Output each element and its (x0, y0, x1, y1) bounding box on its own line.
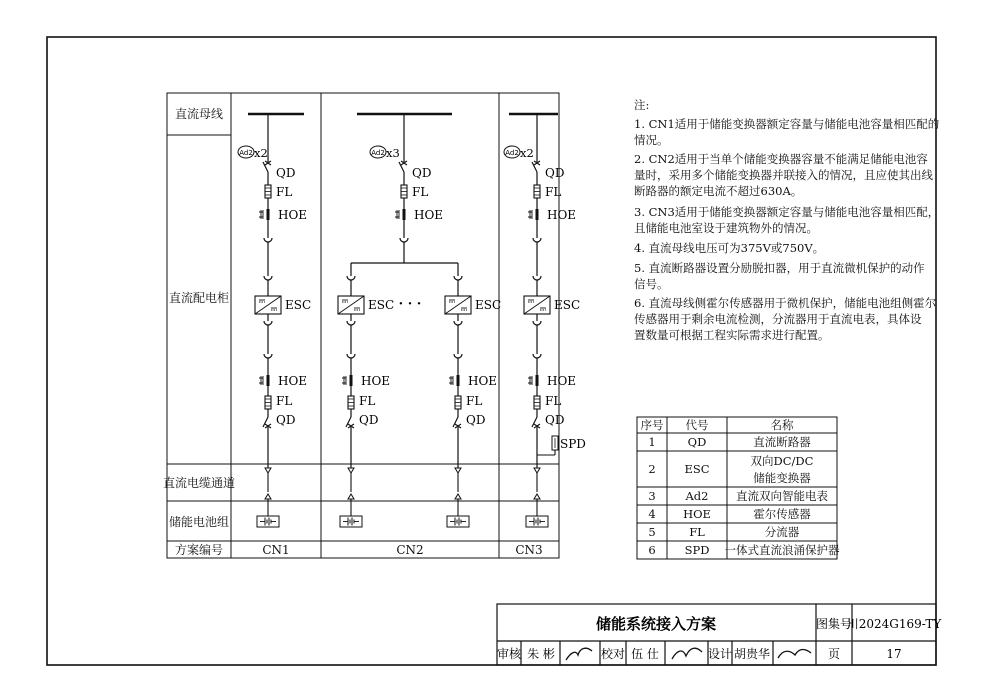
legend-row-2-name-line2: 储能变换器 (753, 471, 811, 485)
cn3-esc-label: ESC (554, 298, 581, 312)
cn3-battery-icon (526, 516, 548, 527)
cn2-right-qd-label: QD (466, 413, 486, 427)
cn2-meter-label: Ad2 (371, 149, 385, 157)
cn2-right-plug-2-icon (454, 321, 462, 330)
cn1-esc-label: ESC (285, 298, 312, 312)
legend-row-4-code: HOE (683, 507, 711, 521)
legend-row-2-no: 2 (648, 462, 656, 476)
legend-row-3-no: 3 (648, 489, 656, 503)
cn3-hoe-top-label: HOE (547, 208, 577, 222)
notes-title: 注: (634, 98, 650, 112)
cn2-right-qd-icon (453, 413, 461, 433)
legend-row-6-name: 一体式直流浪涌保护器 (724, 543, 840, 557)
designer-signature (778, 649, 811, 658)
page-label: 页 (827, 647, 841, 661)
scheme-label-cn3: CN3 (515, 543, 543, 557)
cn1-fl-top-label: FL (276, 185, 293, 199)
note-line-1: 1. CN1适用于储能变换器额定容量与储能电池容量相匹配的 (634, 117, 940, 131)
cn2-left-esc-icon (338, 296, 364, 314)
reviewer-name: 朱 彬 (527, 647, 555, 661)
proof-label: 校对 (600, 647, 626, 661)
row-label-cable: 直流电缆通道 (162, 476, 236, 490)
cn3-hoe-bot-icon (528, 375, 539, 386)
note-line-7: 且储能电池室设于建筑物外的情况。 (634, 221, 818, 235)
legend-header-no: 序号 (640, 418, 664, 432)
cn3-cable-icon (534, 468, 540, 499)
legend-row-1-no: 1 (648, 435, 656, 449)
note-line-9: 5. 直流断路器设置分励脱扣器，用于直流微机保护的动作 (634, 261, 925, 275)
cn1-fl-bot-label: FL (276, 394, 293, 408)
cn3-fl-bot-label: FL (545, 394, 562, 408)
row-label-cabinet: 直流配电柜 (168, 291, 230, 305)
cn1-hoe-bot-label: HOE (278, 374, 308, 388)
cn1-fl-bot-icon (265, 396, 271, 409)
legend-row-5-no: 5 (648, 525, 656, 539)
cn3-fl-top-icon (534, 185, 540, 198)
cn2-left-plug-1-icon (347, 276, 355, 285)
cn2-right-plug-3-icon (454, 354, 462, 363)
cn1-esc-icon (255, 296, 281, 314)
cn1-cable-icon (265, 468, 271, 499)
cn3-plug-1-icon (533, 238, 541, 247)
legend-table (637, 417, 840, 559)
legend-row-2-name: 双向DC/DC (750, 454, 814, 468)
legend-row-3-name: 直流双向智能电表 (736, 489, 828, 503)
cn2-left-fl-icon (348, 396, 354, 409)
cn2-right-hoe-icon (449, 375, 460, 386)
reviewer-signature (566, 648, 592, 660)
cn2-hoe-top-label: HOE (414, 208, 444, 222)
cn1-plug-4-icon (264, 354, 272, 363)
cn2-left-fl-label: FL (359, 394, 376, 408)
cn3-meter-count: x2 (520, 146, 534, 160)
cn2-left-esc-label: ESC (368, 298, 395, 312)
atlas-label: 图集号 (815, 617, 853, 631)
legend-row-4-name: 霍尔传感器 (753, 507, 811, 521)
cn3-fl-bot-icon (534, 396, 540, 409)
cn1-qd-top-label: QD (276, 166, 296, 180)
cn2-right-fl-label: FL (466, 394, 483, 408)
review-label: 审核 (496, 647, 522, 661)
cn3-qd-top-label: QD (545, 166, 565, 180)
note-line-13: 置数量可根据工程实际需求进行配置。 (634, 328, 830, 342)
cn2-left-qd-icon (346, 413, 354, 433)
cn2-left-hoe-icon (342, 375, 353, 386)
cn2-right-battery-icon (447, 516, 469, 527)
cn2-right-fl-icon (455, 396, 461, 409)
cn3-plug-4-icon (533, 354, 541, 363)
legend-row-1-name: 直流断路器 (753, 435, 811, 449)
scheme-label-cn2: CN2 (396, 543, 424, 557)
note-line-2: 情况。 (634, 133, 669, 147)
legend-row-3-code: Ad2 (685, 489, 709, 503)
cn2-plug-main-icon (400, 238, 408, 247)
cn2-left-hoe-label: HOE (361, 374, 391, 388)
cn3-circuit (504, 114, 586, 527)
note-line-4: 量时，采用多个储能变换器并联接入的情况，且应使其出线 (634, 168, 933, 182)
cn2-left-plug-3-icon (347, 354, 355, 363)
legend-row-6-no: 6 (648, 543, 656, 557)
cn3-qd-bot-label: QD (545, 413, 565, 427)
cn2-right-plug-1-icon (454, 276, 462, 285)
cn2-ellipsis: · · · (398, 297, 422, 312)
cn3-esc-icon (524, 296, 550, 314)
legend-header-code: 代号 (685, 418, 709, 432)
cn1-meter-label: Ad2 (239, 149, 253, 157)
cn3-fl-top-label: FL (545, 185, 562, 199)
cn2-right-hoe-label: HOE (468, 374, 498, 388)
cn1-hoe-top-label: HOE (278, 208, 308, 222)
cn2-left-cable-icon (348, 468, 354, 499)
legend-row-5-name: 分流器 (764, 525, 800, 539)
note-line-10: 信号。 (634, 277, 669, 291)
cn2-hoe-top-icon (395, 209, 406, 220)
cn1-hoe-bot-icon (259, 375, 270, 386)
cn1-circuit (238, 114, 311, 527)
cn2-left-plug-2-icon (347, 321, 355, 330)
cn2-left-qd-label: QD (359, 413, 379, 427)
cn1-hoe-top-icon (259, 209, 270, 220)
page-number: 17 (886, 647, 902, 661)
proofer-name: 伍 仕 (631, 647, 659, 661)
design-label: 设计 (707, 647, 733, 661)
drawing-title: 储能系统接入方案 (595, 615, 717, 633)
note-line-11: 6. 直流母线侧霍尔传感器用于微机保护，储能电池组侧霍尔 (634, 296, 937, 310)
cn1-plug-3-icon (264, 321, 272, 330)
cn2-qd-top-label: QD (412, 166, 432, 180)
note-line-3: 2. CN2适用于当单个储能变换器容量不能满足储能电池容 (634, 152, 928, 166)
legend-row-5-code: FL (689, 525, 705, 539)
cn1-fl-top-icon (265, 185, 271, 198)
cn2-meter-count: x3 (386, 146, 400, 160)
cn2-circuit (338, 114, 501, 527)
legend-row-2-code: ESC (684, 462, 710, 476)
cn2-right-esc-icon (445, 296, 471, 314)
cn1-meter-count: x2 (254, 146, 268, 160)
row-label-bus: 直流母线 (174, 107, 224, 121)
legend-row-4-no: 4 (648, 507, 656, 521)
atlas-number: 川2024G169-TY (846, 617, 942, 631)
row-label-scheme: 方案编号 (174, 543, 224, 557)
scheme-label-cn1: CN1 (262, 543, 290, 557)
legend-row-6-code: SPD (684, 543, 710, 557)
cn1-qd-bot-icon (263, 413, 271, 433)
cn1-plug-1-icon (264, 238, 272, 247)
note-line-6: 3. CN3适用于储能变换器额定容量与储能电池容量相匹配， (634, 205, 940, 219)
cn3-spd-label: SPD (560, 437, 586, 451)
row-label-battery: 储能电池组 (168, 515, 230, 529)
cn3-hoe-bot-label: HOE (547, 374, 577, 388)
proofer-signature (672, 648, 702, 659)
cn3-meter-label: Ad2 (505, 149, 519, 157)
cn2-fl-top-label: FL (412, 185, 429, 199)
cn2-right-esc-label: ESC (475, 298, 502, 312)
title-block (497, 604, 942, 665)
cn2-qd-top-icon (399, 156, 407, 176)
cn2-fl-top-icon (401, 185, 407, 198)
legend-row-1-code: QD (687, 435, 707, 449)
cn3-plug-3-icon (533, 321, 541, 330)
designer-name: 胡贵华 (733, 647, 771, 661)
cn1-qd-bot-label: QD (276, 413, 296, 427)
cn3-qd-bot-icon (532, 413, 540, 433)
legend-header-name: 名称 (770, 418, 794, 432)
cn3-hoe-top-icon (528, 209, 539, 220)
note-line-5: 断路器的额定电流不超过630A。 (634, 184, 803, 198)
cn2-left-battery-icon (340, 516, 362, 527)
cn1-battery-icon (257, 516, 279, 527)
note-line-12: 传感器用于剩余电流检测，分流器用于直流电表，具体设 (634, 312, 922, 326)
cn3-plug-2-icon (533, 276, 541, 285)
cn1-plug-2-icon (264, 276, 272, 285)
cn2-right-cable-icon (455, 468, 461, 499)
note-line-8: 4. 直流母线电压可为375V或750V。 (634, 241, 825, 255)
